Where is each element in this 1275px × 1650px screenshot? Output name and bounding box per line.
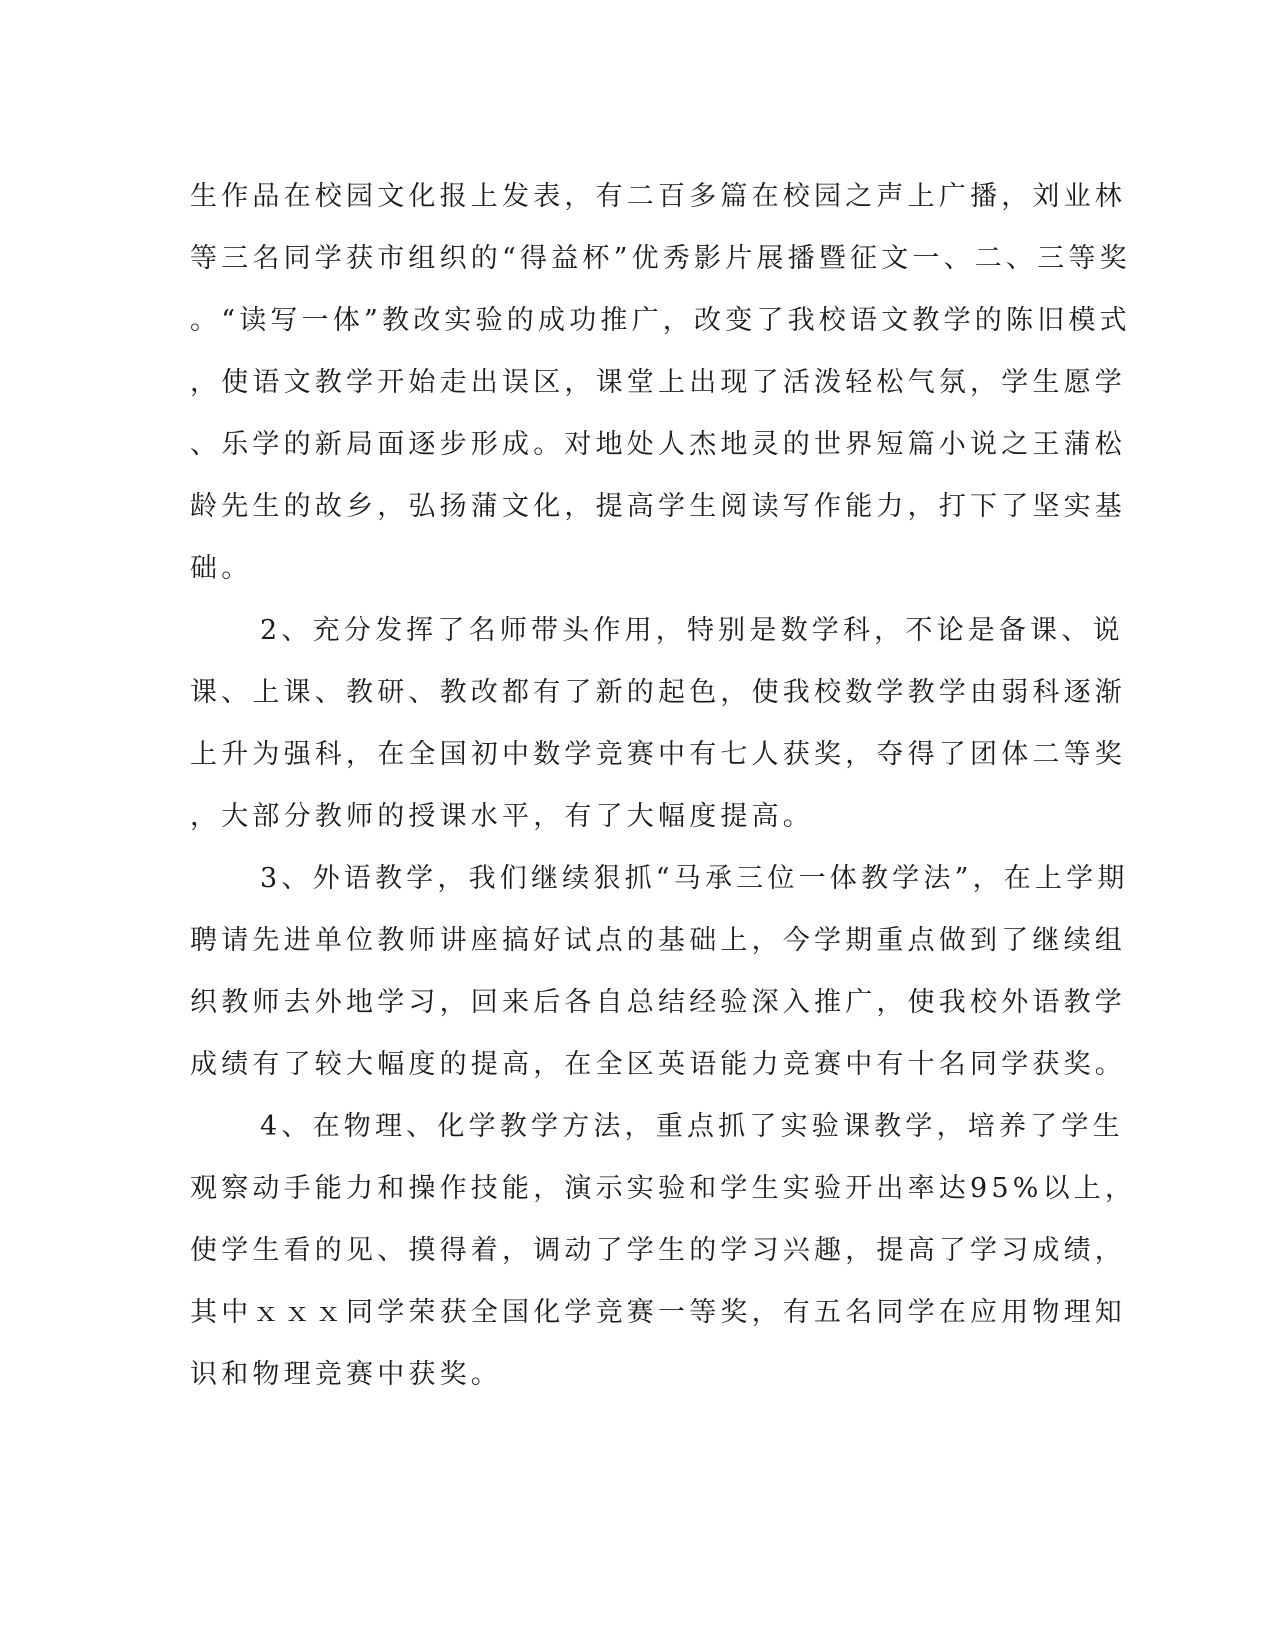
paragraph-3-first-line: 3、外语教学，我们继续狠抓“马承三位一体教学法”，在上学期 — [260, 863, 1129, 894]
text-line: 其中ｘｘｘ同学荣获全国化学竞赛一等奖，有五名同学在应用物理知 — [190, 1297, 1126, 1328]
text-line: 础。 — [190, 553, 253, 584]
paragraph-4-first-line: 4、在物理、化学教学方法，重点抓了实验课教学，培养了学生 — [260, 1111, 1124, 1142]
text-line: 、乐学的新局面逐步形成。对地处人杰地灵的世界短篇小说之王蒲松 — [190, 429, 1126, 460]
paragraph-2-first-line: 2、充分发挥了名师带头作用，特别是数学科，不论是备课、说 — [260, 615, 1124, 646]
text-line: 成绩有了较大幅度的提高，在全区英语能力竞赛中有十名同学获奖。 — [190, 1049, 1126, 1080]
text-line: ，大部分教师的授课水平，有了大幅度提高。 — [190, 801, 814, 832]
text-line: 龄先生的故乡，弘扬蒲文化，提高学生阅读写作能力，打下了坚实基 — [190, 491, 1126, 522]
text-line: 织教师去外地学习，回来后各自总结经验深入推广，使我校外语教学 — [190, 987, 1126, 1018]
text-line: 上升为强科，在全国初中数学竞赛中有七人获奖，夺得了团体二等奖 — [190, 739, 1126, 770]
text-line: 使学生看的见、摸得着，调动了学生的学习兴趣，提高了学习成绩， — [190, 1235, 1126, 1266]
text-line: 。“读写一体”教改实验的成功推广，改变了我校语文教学的陈旧模式 — [190, 305, 1131, 336]
text-line: 观察动手能力和操作技能，演示实验和学生实验开出率达95%以上， — [190, 1173, 1137, 1204]
text-line: 课、上课、教研、教改都有了新的起色，使我校数学教学由弱科逐渐 — [190, 677, 1126, 708]
text-line: 生作品在校园文化报上发表，有二百多篇在校园之声上广播，刘业林 — [190, 181, 1126, 212]
document-body — [190, 166, 1137, 1406]
text-line: 等三名同学获市组织的“得益杯”优秀影片展播暨征文一、二、三等奖 — [190, 243, 1131, 274]
text-line: ，使语文教学开始走出误区，课堂上出现了活泼轻松气氛，学生愿学 — [190, 367, 1126, 398]
text-line: 识和物理竞赛中获奖。 — [190, 1359, 502, 1390]
text-line: 聘请先进单位教师讲座搞好试点的基础上，今学期重点做到了继续组 — [190, 925, 1126, 956]
